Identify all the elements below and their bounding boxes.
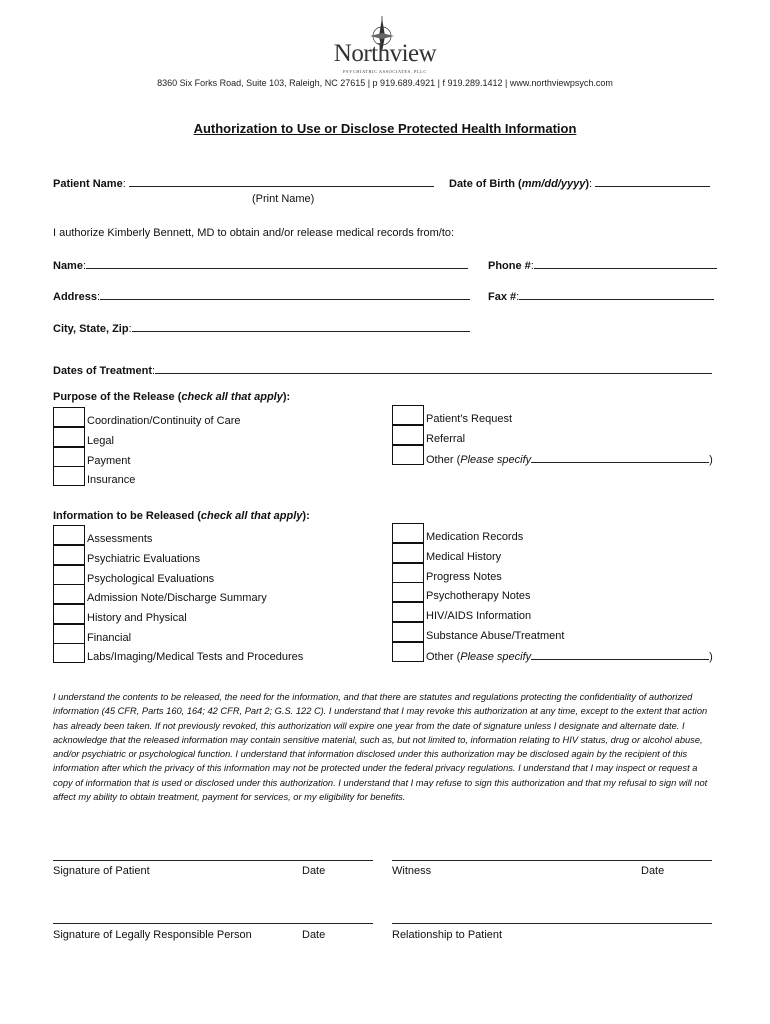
dates-field[interactable]: [155, 364, 712, 374]
patient-signature-line[interactable]: [53, 860, 373, 861]
purpose-other-label: Other (: [426, 454, 461, 466]
purpose-label-referral: Referral: [426, 433, 466, 445]
patient-name-field[interactable]: [129, 177, 434, 187]
info-label-progress: Progress Notes: [426, 571, 502, 583]
name-field[interactable]: [86, 259, 468, 269]
info-heading-em: check all that apply: [200, 510, 303, 522]
purpose-checkbox-referral[interactable]: [392, 425, 424, 445]
responsible-signature-line[interactable]: [53, 923, 373, 924]
info-other-row: [426, 650, 713, 663]
dob-field[interactable]: [595, 177, 710, 187]
info-checkbox-assessments[interactable]: [53, 525, 85, 545]
authorize-text: I authorize Kimberly Bennett, MD to obtain and/or release medical records from/to:: [53, 227, 455, 239]
city-field[interactable]: [132, 322, 470, 332]
info-checkbox-progress[interactable]: [392, 563, 424, 583]
purpose-other-field[interactable]: [531, 453, 709, 463]
purpose-label-coordination: Coordination/Continuity of Care: [87, 415, 241, 427]
purpose-checkbox-coordination[interactable]: [53, 407, 85, 427]
info-checkbox-history[interactable]: [53, 604, 85, 624]
info-label-admission: Admission Note/Discharge Summary: [87, 592, 267, 604]
purpose-checkbox-patient-request[interactable]: [392, 405, 424, 425]
info-other-label: Other (: [426, 651, 461, 663]
phone-label: Phone #: [488, 260, 531, 272]
info-label-psychotherapy: Psychotherapy Notes: [426, 590, 531, 602]
purpose-label-payment: Payment: [87, 455, 131, 467]
info-checkbox-financial[interactable]: [53, 624, 85, 644]
phone-field[interactable]: [534, 259, 717, 269]
info-checkbox-medical-history[interactable]: [392, 543, 424, 563]
info-label-assessments: Assessments: [87, 533, 153, 545]
info-label-substance: Substance Abuse/Treatment: [426, 630, 565, 642]
info-other-field[interactable]: [531, 650, 709, 660]
witness-date-label: Date: [641, 865, 665, 877]
info-label-psychiatric: Psychiatric Evaluations: [87, 553, 201, 565]
info-label-hiv: HIV/AIDS Information: [426, 610, 532, 622]
patient-signature-label: Signature of Patient: [53, 865, 150, 877]
info-label-medical-history: Medical History: [426, 551, 502, 563]
form-title: Authorization to Use or Disclose Protected Health Information: [193, 121, 577, 136]
info-label-medication: Medication Records: [426, 531, 524, 543]
fax-row: Fax #:: [488, 290, 714, 303]
info-label-history: History and Physical: [87, 612, 187, 624]
dates-label: Dates of Treatment: [53, 365, 153, 377]
fax-label: Fax #: [488, 291, 517, 303]
purpose-checkbox-other[interactable]: [392, 445, 424, 465]
city-label: City, State, Zip: [53, 323, 129, 335]
patient-name-label: Patient Name: [53, 178, 123, 190]
purpose-other-row: [426, 453, 713, 466]
info-checkbox-medication[interactable]: [392, 523, 424, 543]
address-field[interactable]: [100, 290, 470, 300]
purpose-checkbox-payment[interactable]: [53, 447, 85, 467]
dob-row: Date of Birth (mm/dd/yyyy):: [449, 177, 710, 190]
info-checkbox-admission[interactable]: [53, 584, 85, 604]
purpose-other-em: Please specify: [460, 454, 532, 466]
consent-paragraph: I understand the contents to be released, the need for the information, and that there are statutes and regulations protecting the confidentiality of authorized information (45 CFR, Parts 160, 164; 42 CFR, Part 2; G.S. 122 C). I understand that I may revoke this authorization at any time, except to the extent that action has already been taken. If not previously revoked, this authorization will expire one year from the date of signature unless I designate and alternate date. I acknowledge that the released information may contain sensitive material, such as, but not limited to, information relating to HIV status, drug or alcohol abuse, and/or psychiatric or psychological function. I understand that information disclosed under this authorization may be disclosed again by the recipient of this information after which the privacy of this information may not be protected under the federal privacy regulations. I understand that I may inspect or request a copy of information that is used or disclosed under this authorization. I understand that I may refuse to sign this authorization and that my refusal to sign will not affect my ability to obtain treatment, payment for services, or my eligibility for benefits.: [53, 692, 708, 803]
info-heading-close: ):: [302, 510, 310, 522]
info-checkbox-psychotherapy[interactable]: [392, 582, 424, 602]
fax-field[interactable]: [519, 290, 714, 300]
info-checkbox-other[interactable]: [392, 642, 424, 662]
purpose-heading-close: ):: [282, 391, 291, 403]
info-checkbox-psychological[interactable]: [53, 565, 85, 585]
info-checkbox-labs[interactable]: [53, 643, 85, 663]
responsible-date-label: Date: [302, 929, 326, 941]
info-label-psychological: Psychological Evaluations: [87, 573, 215, 585]
practice-address: 8360 Six Forks Road, Suite 103, Raleigh, NC 27615 | p 919.689.4921 | f 919.289.1412 | www.northviewpsych.com: [157, 78, 613, 88]
northview-logo: [330, 14, 440, 74]
phone-row: Phone #:: [488, 259, 717, 272]
relationship-line[interactable]: [392, 923, 712, 924]
witness-signature-line[interactable]: [392, 860, 712, 861]
responsible-signature-label: Signature of Legally Responsible Person: [53, 929, 252, 941]
purpose-heading: [53, 391, 290, 403]
logo-name: Northview: [333, 40, 437, 67]
info-label-financial: Financial: [87, 632, 132, 644]
info-heading: [53, 510, 310, 522]
city-row: City, State, Zip:: [53, 322, 470, 335]
witness-label: Witness: [392, 865, 432, 877]
purpose-label-insurance: Insurance: [87, 474, 136, 486]
info-label-labs: Labs/Imaging/Medical Tests and Procedures: [87, 651, 304, 663]
purpose-label-legal: Legal: [87, 435, 114, 447]
patient-date-label: Date: [302, 865, 326, 877]
address-label: Address: [53, 291, 98, 303]
dob-close: ): [585, 178, 589, 190]
purpose-other-close: ): [709, 454, 713, 466]
address-row: Address:: [53, 290, 470, 303]
info-other-em: Please specify: [460, 651, 532, 663]
dob-format: mm/dd/yyyy: [521, 178, 586, 190]
info-checkbox-substance[interactable]: [392, 622, 424, 642]
name-label: Name: [53, 260, 83, 272]
purpose-label-patient-request: Patient’s Request: [426, 413, 513, 425]
purpose-heading-em: check all that apply: [181, 391, 283, 403]
purpose-checkbox-insurance[interactable]: [53, 466, 85, 486]
dob-label: Date of Birth (: [449, 178, 522, 190]
purpose-checkbox-legal[interactable]: [53, 427, 85, 447]
dates-row: Dates of Treatment:: [53, 364, 712, 377]
info-heading-text: Information to be Released (: [53, 510, 201, 522]
relationship-label: Relationship to Patient: [392, 929, 503, 941]
info-other-close: ): [709, 651, 713, 663]
name-row: Name:: [53, 259, 468, 272]
print-name-hint: (Print Name): [252, 193, 315, 205]
info-checkbox-hiv[interactable]: [392, 602, 424, 622]
info-checkbox-psychiatric[interactable]: [53, 545, 85, 565]
patient-name-row: Patient Name:: [53, 177, 434, 190]
logo-subtitle: PSYCHIATRIC ASSOCIATES, PLLC: [343, 69, 427, 74]
purpose-heading-text: Purpose of the Release (: [53, 391, 182, 403]
